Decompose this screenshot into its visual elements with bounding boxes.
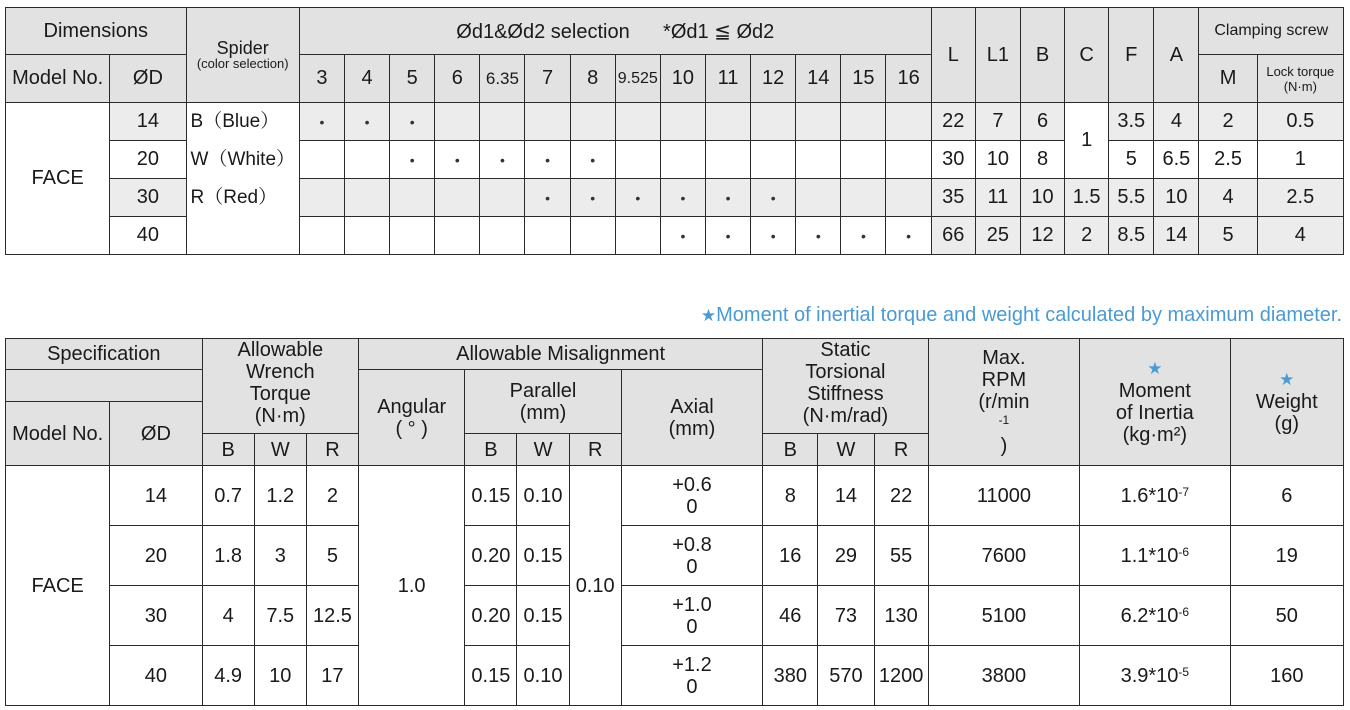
- col-C-header: C: [1065, 8, 1109, 103]
- torque-r-header: R: [306, 434, 358, 466]
- B-cell: 6: [1020, 103, 1064, 141]
- bore-dot: •: [390, 141, 435, 179]
- bore-empty: [480, 217, 525, 255]
- bore-dot: •: [390, 103, 435, 141]
- wrench-line3: Torque: [249, 383, 311, 405]
- spider-header: [186, 8, 299, 103]
- spider-white: W（White）: [190, 149, 296, 170]
- parallel-r-value: 0.10: [569, 466, 621, 706]
- B-cell: 12: [1020, 217, 1064, 255]
- spider-sublabel: (color selection): [196, 55, 289, 71]
- bore-dot: •: [525, 179, 570, 217]
- bore-dot: •: [660, 179, 705, 217]
- parallel-header: [465, 370, 621, 434]
- dimensions-header: Dimensions: [6, 8, 187, 55]
- model-face: FACE: [6, 103, 110, 255]
- weight-cell: 6: [1230, 466, 1343, 526]
- B-cell: 8: [1020, 141, 1064, 179]
- od-cell: 30: [110, 179, 186, 217]
- L-cell: 30: [931, 141, 975, 179]
- C-cell: 1: [1065, 103, 1109, 179]
- bore-7: 7: [525, 55, 570, 103]
- parallel-b-cell: 0.20: [465, 586, 517, 646]
- rpm-line3: [929, 391, 1079, 457]
- A-cell: 14: [1154, 217, 1199, 255]
- inertia-cell: [1080, 526, 1230, 586]
- L-cell: 35: [931, 179, 975, 217]
- od-cell: 40: [110, 217, 186, 255]
- bore-empty: [525, 103, 570, 141]
- bore-9-525: 9.525: [615, 55, 660, 103]
- torque-w-cell: 7.5: [254, 586, 306, 646]
- bore-6-35: 6.35: [480, 55, 525, 103]
- rpm-line1: Max.: [982, 347, 1026, 369]
- axial-upper: +1.0: [672, 593, 712, 616]
- bore-dot: •: [751, 217, 796, 255]
- torque-b-cell: 0.7: [202, 466, 254, 526]
- bore-8: 8: [570, 55, 615, 103]
- bore-15: 15: [841, 55, 886, 103]
- bore-empty: [570, 103, 615, 141]
- parallel-b-cell: 0.15: [465, 646, 517, 706]
- wrench-line1: Allowable: [237, 339, 324, 361]
- stiff-line2: Torsional: [805, 361, 886, 383]
- C-cell: 2: [1065, 217, 1109, 255]
- parallel-w-cell: 0.10: [517, 466, 569, 526]
- model-no-header: Model No.: [6, 402, 110, 466]
- inertia-base: 6.2*10: [1120, 604, 1179, 627]
- F-cell: 5.5: [1109, 179, 1154, 217]
- L-cell: 66: [931, 217, 975, 255]
- bore-empty: [299, 217, 344, 255]
- od-cell: 20: [110, 141, 186, 179]
- angular-label: Angular: [377, 395, 447, 418]
- L1-cell: 11: [975, 179, 1020, 217]
- bore-empty: [299, 179, 344, 217]
- col-L-header: L: [931, 8, 975, 103]
- od-cell: 20: [110, 526, 202, 586]
- bore-16: 16: [886, 55, 931, 103]
- bore-empty: [480, 179, 525, 217]
- inertia-exponent: -5: [1178, 664, 1190, 679]
- bore-dot: •: [615, 179, 660, 217]
- weight-header: [1230, 339, 1343, 466]
- bore-empty: [841, 179, 886, 217]
- inertia-line3: (kg·m²): [1122, 424, 1188, 446]
- axial-upper: +0.6: [672, 473, 712, 496]
- rpm-cell: 5100: [928, 586, 1079, 646]
- bore-dot: •: [344, 103, 389, 141]
- bore-dot: •: [660, 217, 705, 255]
- M-cell: 5: [1199, 217, 1257, 255]
- spider-colors: [186, 103, 299, 255]
- bore-empty: [705, 141, 750, 179]
- wrench-line2: Wrench: [246, 361, 315, 383]
- stiff-b-cell: 8: [763, 466, 818, 526]
- stiff-w-header: W: [818, 434, 874, 466]
- M-cell: 4: [1199, 179, 1257, 217]
- axial-label: Axial: [670, 395, 714, 418]
- bore-empty: [525, 217, 570, 255]
- inertia-line1: [1080, 358, 1229, 402]
- clamping-screw-header: Clamping screw: [1199, 8, 1344, 55]
- bore-14: 14: [796, 55, 841, 103]
- bore-empty: [615, 103, 660, 141]
- torque-b-header: B: [202, 434, 254, 466]
- od-cell: 40: [110, 646, 202, 706]
- bore-dot: •: [751, 179, 796, 217]
- torque-r-cell: 5: [306, 526, 358, 586]
- torque-r-cell: 12.5: [306, 586, 358, 646]
- stiff-b-cell: 46: [763, 586, 818, 646]
- L1-cell: 25: [975, 217, 1020, 255]
- stiff-b-cell: 16: [763, 526, 818, 586]
- bore-dot: •: [480, 141, 525, 179]
- A-cell: 10: [1154, 179, 1199, 217]
- bore-empty: [705, 103, 750, 141]
- B-cell: 10: [1020, 179, 1064, 217]
- torque-r-cell: 17: [306, 646, 358, 706]
- specification-header: Specification: [6, 339, 203, 370]
- torque-w-cell: 10: [254, 646, 306, 706]
- stiff-w-cell: 73: [818, 586, 874, 646]
- rpm-cell: 3800: [928, 646, 1079, 706]
- bore-empty: [344, 217, 389, 255]
- axial-unit: (mm): [668, 417, 716, 440]
- parallel-w-header: W: [517, 434, 569, 466]
- bore-12: 12: [751, 55, 796, 103]
- stiff-line1: Static: [820, 339, 871, 361]
- stiffness-header: [763, 339, 928, 434]
- axial-header: [621, 370, 762, 466]
- bore-empty: [615, 217, 660, 255]
- wrench-line4: (N·m): [254, 405, 306, 427]
- parallel-unit: (mm): [519, 401, 567, 424]
- weight-line1: [1231, 369, 1343, 413]
- M-cell: 2.5: [1199, 141, 1257, 179]
- bore-6: 6: [435, 55, 480, 103]
- bore-3: 3: [299, 55, 344, 103]
- torque-r-cell: 2: [306, 466, 358, 526]
- axial-lower: 0: [686, 495, 698, 518]
- stiff-w-cell: 570: [818, 646, 874, 706]
- bore-empty: [615, 141, 660, 179]
- stiff-w-cell: 29: [818, 526, 874, 586]
- stiff-line4: (N·m/rad): [802, 405, 889, 427]
- torque-w-header: W: [254, 434, 306, 466]
- stiff-r-cell: 1200: [874, 646, 928, 706]
- angular-unit: ( ° ): [395, 417, 428, 440]
- bore-empty: [435, 217, 480, 255]
- wrench-torque-header: [202, 339, 358, 434]
- bore-empty: [390, 179, 435, 217]
- bore-empty: [886, 179, 931, 217]
- axial-cell: [621, 646, 762, 706]
- axial-cell: [621, 586, 762, 646]
- inertia-base: 1.1*10: [1120, 544, 1179, 567]
- F-cell: 5: [1109, 141, 1154, 179]
- bore-dot: •: [705, 179, 750, 217]
- inertia-exponent: -7: [1178, 484, 1190, 499]
- inertia-note: [598, 304, 1342, 327]
- spider-label: Spider: [216, 37, 269, 58]
- inertia-cell: [1080, 586, 1230, 646]
- bore-11: 11: [705, 55, 750, 103]
- col-L1-header: L1: [975, 8, 1020, 103]
- stiff-r-cell: 130: [874, 586, 928, 646]
- parallel-b-cell: 0.20: [465, 526, 517, 586]
- inertia-title: Moment: [1118, 380, 1191, 402]
- inertia-exponent: -6: [1178, 544, 1190, 559]
- bore-empty: [796, 103, 841, 141]
- col-A-header: A: [1154, 8, 1199, 103]
- rpm-cell: 7600: [928, 526, 1079, 586]
- star-icon: ★: [1279, 370, 1295, 389]
- parallel-w-cell: 0.10: [517, 646, 569, 706]
- parallel-b-cell: 0.15: [465, 466, 517, 526]
- rpm-exponent: -1: [998, 413, 1010, 427]
- torque-cell: 1: [1257, 141, 1343, 179]
- screw-m-header: M: [1199, 55, 1257, 103]
- axial-cell: [621, 466, 762, 526]
- specification-table: [5, 338, 1344, 706]
- bore-selection-header: Ød1&Ød2 selection *Ød1 ≦ Ød2: [299, 8, 931, 55]
- parallel-b-header: B: [465, 434, 517, 466]
- torque-w-cell: 1.2: [254, 466, 306, 526]
- axial-upper: +1.2: [672, 653, 712, 676]
- inertia-line2: of Inertia: [1115, 402, 1194, 424]
- bore-empty: [751, 141, 796, 179]
- torque-cell: 4: [1257, 217, 1343, 255]
- bore-dot: •: [570, 141, 615, 179]
- L1-cell: 7: [975, 103, 1020, 141]
- rpm-line2: RPM: [981, 369, 1027, 391]
- bore-10: 10: [660, 55, 705, 103]
- model-face: FACE: [6, 466, 110, 706]
- od-cell: 30: [110, 586, 202, 646]
- bore-empty: [344, 141, 389, 179]
- bore-dot: •: [841, 217, 886, 255]
- bore-dot: •: [796, 217, 841, 255]
- weight-cell: 50: [1230, 586, 1343, 646]
- stiff-line3: Stiffness: [807, 383, 884, 405]
- model-no-header: Model No.: [6, 55, 110, 103]
- bore-dot: •: [705, 217, 750, 255]
- bore-dot: •: [886, 217, 931, 255]
- bore-empty: [886, 141, 931, 179]
- axial-lower: 0: [686, 675, 698, 698]
- parallel-label: Parallel: [509, 379, 577, 402]
- col-B-header: B: [1020, 8, 1064, 103]
- bore-empty: [480, 103, 525, 141]
- bore-empty: [570, 217, 615, 255]
- L-cell: 22: [931, 103, 975, 141]
- inertia-base: 1.6*10: [1120, 484, 1179, 507]
- bore-dot: •: [435, 141, 480, 179]
- angular-header: [359, 370, 465, 466]
- A-cell: 6.5: [1154, 141, 1199, 179]
- bore-dot: •: [299, 103, 344, 141]
- bore-4: 4: [344, 55, 389, 103]
- spec-spacer: [6, 370, 203, 402]
- axial-upper: +0.8: [672, 533, 712, 556]
- stiff-r-cell: 22: [874, 466, 928, 526]
- stiff-b-header: B: [763, 434, 818, 466]
- L1-cell: 10: [975, 141, 1020, 179]
- axial-lower: 0: [686, 615, 698, 638]
- bore-empty: [660, 103, 705, 141]
- angular-value: 1.0: [359, 466, 465, 706]
- torque-b-cell: 4: [202, 586, 254, 646]
- note-text: Moment of inertial torque and weight calculated by maximum diameter.: [716, 304, 1342, 326]
- star-icon: ★: [1147, 359, 1163, 378]
- bore-empty: [886, 103, 931, 141]
- inertia-header: [1080, 339, 1230, 466]
- stiff-b-cell: 380: [763, 646, 818, 706]
- bore-empty: [435, 179, 480, 217]
- bore-dot: •: [570, 179, 615, 217]
- bore-empty: [841, 103, 886, 141]
- bore-empty: [344, 179, 389, 217]
- od-header: ØD: [110, 402, 202, 466]
- spider-blue: B（Blue）: [190, 111, 280, 132]
- bore-empty: [390, 217, 435, 255]
- torque-b-cell: 4.9: [202, 646, 254, 706]
- weight-cell: 19: [1230, 526, 1343, 586]
- spider-red: R（Red）: [190, 187, 278, 208]
- M-cell: 2: [1199, 103, 1257, 141]
- star-icon: ★: [700, 306, 717, 325]
- col-F-header: F: [1109, 8, 1154, 103]
- bore-dot: •: [525, 141, 570, 179]
- max-rpm-header: [928, 339, 1079, 466]
- F-cell: 3.5: [1109, 103, 1154, 141]
- misalignment-header: Allowable Misalignment: [359, 339, 763, 370]
- stiff-r-header: R: [874, 434, 928, 466]
- dimensions-table: [5, 7, 1344, 255]
- C-cell: 1.5: [1065, 179, 1109, 217]
- stiff-w-cell: 14: [818, 466, 874, 526]
- parallel-w-cell: 0.15: [517, 586, 569, 646]
- stiff-r-cell: 55: [874, 526, 928, 586]
- weight-title: Weight: [1255, 391, 1318, 413]
- torque-b-cell: 1.8: [202, 526, 254, 586]
- bore-empty: [841, 141, 886, 179]
- bore-empty: [751, 103, 796, 141]
- rpm-cell: 11000: [928, 466, 1079, 526]
- bore-empty: [796, 141, 841, 179]
- bore-5: 5: [390, 55, 435, 103]
- parallel-r-header: R: [569, 434, 621, 466]
- F-cell: 8.5: [1109, 217, 1154, 255]
- bore-empty: [796, 179, 841, 217]
- rpm-unit-close: ): [1000, 435, 1008, 457]
- bore-empty: [435, 103, 480, 141]
- parallel-w-cell: 0.15: [517, 526, 569, 586]
- od-cell: 14: [110, 103, 186, 141]
- inertia-base: 3.9*10: [1120, 664, 1179, 687]
- lock-torque-header: Lock torque (N·m): [1257, 55, 1343, 103]
- inertia-exponent: -6: [1178, 604, 1190, 619]
- A-cell: 4: [1154, 103, 1199, 141]
- rpm-unit: (r/min: [978, 391, 1030, 413]
- od-header: ØD: [110, 55, 186, 103]
- inertia-cell: [1080, 646, 1230, 706]
- weight-line2: (g): [1274, 413, 1299, 435]
- axial-lower: 0: [686, 555, 698, 578]
- inertia-cell: [1080, 466, 1230, 526]
- weight-cell: 160: [1230, 646, 1343, 706]
- bore-empty: [299, 141, 344, 179]
- torque-cell: 0.5: [1257, 103, 1343, 141]
- torque-w-cell: 3: [254, 526, 306, 586]
- axial-cell: [621, 526, 762, 586]
- od-cell: 14: [110, 466, 202, 526]
- torque-cell: 2.5: [1257, 179, 1343, 217]
- bore-empty: [660, 141, 705, 179]
